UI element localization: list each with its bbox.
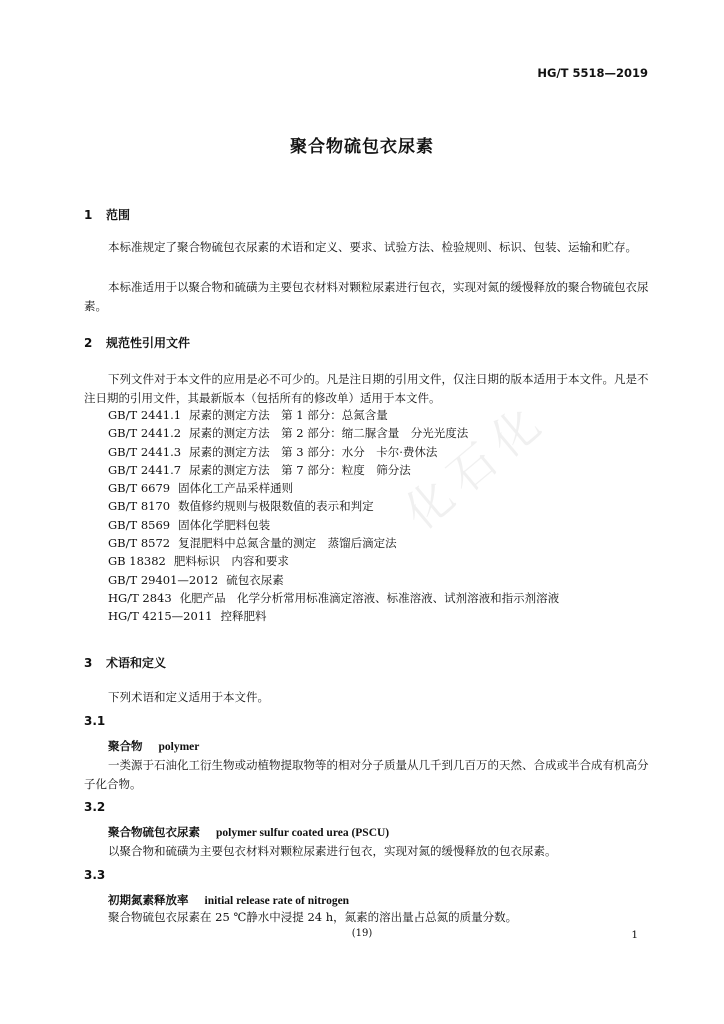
reference-item: [108, 516, 559, 534]
standard-code: HG/T 5518—2019: [537, 66, 648, 80]
reference-code: HG/T 2843: [108, 590, 172, 605]
reference-code: GB/T 29401—2012: [108, 572, 219, 587]
term-entry: [108, 824, 389, 840]
section-title: 规范性引用文件: [106, 336, 191, 350]
reference-code: GB/T 2441.7: [108, 462, 182, 477]
clause-number: 3.1: [84, 714, 106, 728]
reference-code: GB/T 8569: [108, 517, 171, 532]
section-2-heading: [84, 334, 190, 351]
section-1-heading: [84, 206, 130, 223]
reference-title: 尿素的测定方法 第 7 部分：粒度 筛分法: [189, 462, 411, 477]
reference-item: [108, 607, 559, 625]
reference-code: GB/T 2441.3: [108, 444, 182, 459]
section-number: 3: [84, 656, 93, 670]
term-en: polymer: [158, 741, 200, 753]
reference-title: 数值修约规则与极限数值的表示和判定: [178, 499, 374, 514]
term-definition: 聚合物硫包衣尿素在 25 ℃静水中浸提 24 h，氮素的溶出量占总氮的质量分数。: [108, 910, 518, 924]
term-entry: [108, 738, 199, 754]
watermark: 化石化: [394, 390, 558, 540]
section-3-intro: 下列术语和定义适用于本文件。: [108, 690, 269, 704]
section-title: 范围: [106, 208, 131, 222]
reference-title: 固体化学肥料包装: [178, 517, 271, 532]
reference-code: GB/T 2441.2: [108, 426, 182, 441]
reference-title: 硫包衣尿素: [226, 572, 284, 587]
reference-item: [108, 497, 559, 515]
term-zh: 聚合物: [108, 739, 143, 753]
term-zh: 聚合物硫包衣尿素: [108, 825, 200, 839]
section-number: 1: [84, 208, 93, 222]
reference-item: [108, 552, 559, 570]
clause-number: 3.2: [84, 800, 106, 814]
clause-number: 3.3: [84, 868, 106, 882]
reference-code: GB/T 6679: [108, 481, 171, 496]
term-definition: 一类源于石油化工衍生物或动植物提取物等的相对分子质量从几千到几百万的天然、合成或半合成有机高分子化合物。: [84, 758, 649, 791]
reference-title: 固体化工产品采样通则: [178, 481, 294, 496]
term-en: polymer sulfur coated urea (PSCU): [216, 827, 390, 839]
reference-item: [108, 443, 559, 461]
section-number: 2: [84, 336, 93, 350]
term-definition: 以聚合物和硫磺为主要包衣材料对颗粒尿素进行包衣，实现对氮的缓慢释放的包衣尿素。: [108, 844, 557, 858]
section-2-intro: 下列文件对于本文件的应用是必不可少的。凡是注日期的引用文件，仅注日期的版本适用于本文件。凡是不注日期的引用文件，其最新版本（包括所有的修改单）适用于本文件。: [84, 372, 649, 405]
reference-item: [108, 571, 559, 589]
page-title: 聚合物硫包衣尿素: [290, 137, 434, 157]
reference-title: 尿素的测定方法 第 1 部分：总氮含量: [189, 408, 388, 422]
page-mark: (19): [351, 928, 373, 939]
reference-item: [108, 589, 559, 607]
reference-item: [108, 461, 559, 479]
reference-code: GB/T 8572: [108, 536, 171, 551]
reference-item: [108, 424, 559, 442]
reference-code: GB/T 2441.1: [108, 408, 182, 422]
term-zh: 初期氮素释放率: [108, 893, 189, 907]
reference-title: 复混肥料中总氮含量的测定 蒸馏后滴定法: [178, 536, 397, 551]
reference-code: GB 18382: [108, 554, 166, 569]
term-entry: [108, 892, 349, 908]
reference-title: 控释肥料: [220, 609, 267, 624]
section-1-paragraph-2: 本标准适用于以聚合物和硫磺为主要包衣材料对颗粒尿素进行包衣，实现对氮的缓慢释放的聚合物硫包衣尿素。: [84, 280, 649, 313]
reference-title: 肥料标识 内容和要求: [173, 554, 289, 569]
reference-title: 尿素的测定方法 第 3 部分：水分 卡尔·费休法: [189, 444, 438, 459]
reference-title: 尿素的测定方法 第 2 部分：缩二脲含量 分光光度法: [189, 426, 469, 441]
section-title: 术语和定义: [106, 656, 167, 670]
reference-item: [108, 479, 559, 497]
reference-code: HG/T 4215—2011: [108, 609, 213, 624]
section-3-heading: [84, 654, 166, 671]
term-en: initial release rate of nitrogen: [204, 895, 350, 907]
section-1-paragraph-1: 本标准规定了聚合物硫包衣尿素的术语和定义、要求、试验方法、检验规则、标识、包装、运输和贮存。: [108, 240, 637, 254]
reference-list: [108, 406, 559, 626]
reference-item: [108, 534, 559, 552]
reference-item: [108, 406, 559, 424]
page-number: 1: [631, 929, 638, 941]
reference-title: 化肥产品 化学分析常用标准滴定溶液、标准溶液、试剂溶液和指示剂溶液: [179, 590, 560, 605]
reference-code: GB/T 8170: [108, 499, 171, 514]
